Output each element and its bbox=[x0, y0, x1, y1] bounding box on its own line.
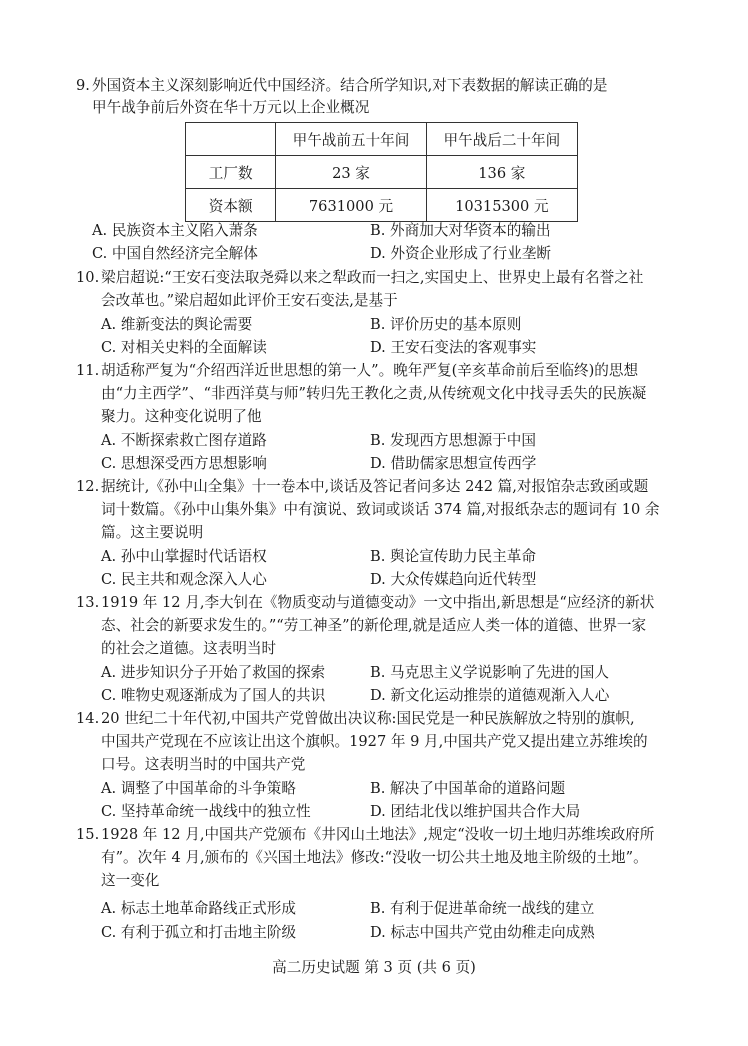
question-stem-line: 由“力主西学”、“非西洋莫与师”转归先王教化之责,从传统观文化中找寻丢失的民族凝 bbox=[101, 385, 647, 402]
page-footer: 高二历史试题 第 3 页 (共 6 页) bbox=[272, 959, 476, 976]
question-stem-line: 中国共产党现在不应该让出这个旗帜。1927 年 9 月,中国共产党又提出建立苏维埃的 bbox=[101, 733, 648, 750]
option-c: C. 思想深受西方思想影响 bbox=[101, 455, 267, 472]
table-header-row bbox=[186, 123, 578, 156]
option-c: C. 坚持革命统一战线中的独立性 bbox=[101, 803, 311, 820]
question-stem-line: 篇。这主要说明 bbox=[101, 524, 204, 541]
option-c: C. 有利于孤立和打击地主阶级 bbox=[101, 924, 297, 941]
question-stem-line: 1928 年 12 月,中国共产党颁布《井冈山土地法》,规定“没收一切土地归苏维埃政府所 bbox=[101, 826, 655, 843]
table-header-cell: 甲午战后二十年间 bbox=[426, 123, 577, 156]
question-stem-line: 这一变化 bbox=[101, 872, 160, 889]
question-stem-line: 聚力。这种变化说明了他 bbox=[101, 408, 262, 425]
table-row bbox=[186, 189, 578, 222]
option-a: A. 孙中山掌握时代话语权 bbox=[101, 548, 267, 565]
option-a: A. 维新变法的舆论需要 bbox=[101, 316, 253, 333]
data-table bbox=[185, 122, 578, 222]
option-d: D. 借助儒家思想宣传西学 bbox=[370, 455, 537, 472]
table-row bbox=[186, 156, 578, 189]
question-stem: 外国资本主义深刻影响近代中国经济。结合所学知识,对下表数据的解读正确的是 bbox=[92, 77, 608, 94]
table-title: 甲午战争前后外资在华十万元以上企业概况 bbox=[92, 99, 370, 116]
question-number: 15. bbox=[76, 826, 100, 843]
table-header-cell: 甲午战前五十年间 bbox=[276, 123, 426, 156]
option-a: A. 调整了中国革命的斗争策略 bbox=[101, 780, 296, 797]
option-b: B. 外商加大对华资本的输出 bbox=[370, 222, 551, 239]
option-c: C. 民主共和观念深入人心 bbox=[101, 571, 267, 588]
question-stem-line: 胡适称严复为“介绍西洋近世思想的第一人”。晚年严复(辛亥革命前后至临终)的思想 bbox=[101, 362, 639, 379]
option-d: D. 外资企业形成了行业垄断 bbox=[370, 245, 551, 262]
question-stem-line: 词十数篇。《孙中山集外集》中有演说、致词或谈话 374 篇,对报纸杂志的题词有 10 余 bbox=[101, 501, 660, 518]
option-c: C. 对相关史料的全面解读 bbox=[101, 339, 267, 356]
table-cell: 10315300 元 bbox=[426, 189, 577, 222]
question-stem-line: 的社会之道德。这表明当时 bbox=[101, 640, 277, 657]
question-stem-line: 1919 年 12 月,李大钊在《物质变动与道德变动》一文中指出,新思想是“应经济的新状 bbox=[101, 594, 655, 611]
option-a: A. 进步知识分子开始了救国的探索 bbox=[101, 664, 326, 681]
option-b: B. 解决了中国革命的道路问题 bbox=[370, 780, 566, 797]
question-stem-line: 口号。这表明当时的中国共产党 bbox=[101, 756, 306, 773]
option-d: D. 新文化运动推崇的道德观渐入人心 bbox=[370, 687, 610, 704]
question-number: 14. bbox=[76, 710, 100, 727]
question-number: 13. bbox=[76, 594, 100, 611]
table-cell: 资本额 bbox=[186, 189, 276, 222]
option-d: D. 标志中国共产党由幼稚走向成熟 bbox=[370, 924, 595, 941]
question-stem-line: 梁启超说:“王安石变法取尧舜以来之犁政而一扫之,实国史上、世界史上最有名誉之社 bbox=[101, 269, 644, 286]
option-c: C. 中国自然经济完全解体 bbox=[92, 245, 258, 262]
question-stem-line: 有”。次年 4 月,颁布的《兴国土地法》修改:“没收一切公共土地及地主阶级的土地”。 bbox=[101, 849, 648, 866]
table-cell: 23 家 bbox=[276, 156, 426, 189]
option-b: B. 舆论宣传助力民主革命 bbox=[370, 548, 536, 565]
table-cell: 工厂数 bbox=[186, 156, 276, 189]
question-number: 10. bbox=[76, 269, 100, 286]
question-number: 9. bbox=[76, 77, 90, 94]
question-stem-line: 会改革也。”梁启超如此评价王安石变法,是基于 bbox=[101, 292, 398, 309]
table-header-cell bbox=[186, 123, 276, 156]
option-d: D. 大众传媒趋向近代转型 bbox=[370, 571, 537, 588]
option-b: B. 马克思主义学说影响了先进的国人 bbox=[370, 664, 609, 681]
option-a: A. 民族资本主义陷入萧条 bbox=[92, 222, 258, 239]
question-stem-line: 态、社会的新要求发生的。”“劳工神圣”的新伦理,就是适应人类一体的道德、世界一家 bbox=[101, 617, 647, 634]
question-stem-line: 据统计,《孙中山全集》十一卷本中,谈话及答记者问多达 242 篇,对报馆杂志致函或题 bbox=[101, 478, 649, 495]
question-number: 12. bbox=[76, 478, 100, 495]
table-cell: 7631000 元 bbox=[276, 189, 426, 222]
option-b: B. 有利于促进革命统一战线的建立 bbox=[370, 900, 595, 917]
option-a: A. 不断探索救亡图存道路 bbox=[101, 432, 267, 449]
option-b: B. 发现西方思想源于中国 bbox=[370, 432, 536, 449]
option-c: C. 唯物史观逐渐成为了国人的共识 bbox=[101, 687, 326, 704]
table-cell: 136 家 bbox=[426, 156, 577, 189]
option-b: B. 评价历史的基本原则 bbox=[370, 316, 522, 333]
option-d: D. 王安石变法的客观事实 bbox=[370, 339, 537, 356]
option-a: A. 标志土地革命路线正式形成 bbox=[101, 900, 296, 917]
option-d: D. 团结北伐以维护国共合作大局 bbox=[370, 803, 581, 820]
question-number: 11. bbox=[76, 362, 100, 379]
question-stem-line: 20 世纪二十年代初,中国共产党曾做出决议称:国民党是一种民族解放之特别的旗帜, bbox=[101, 710, 635, 727]
